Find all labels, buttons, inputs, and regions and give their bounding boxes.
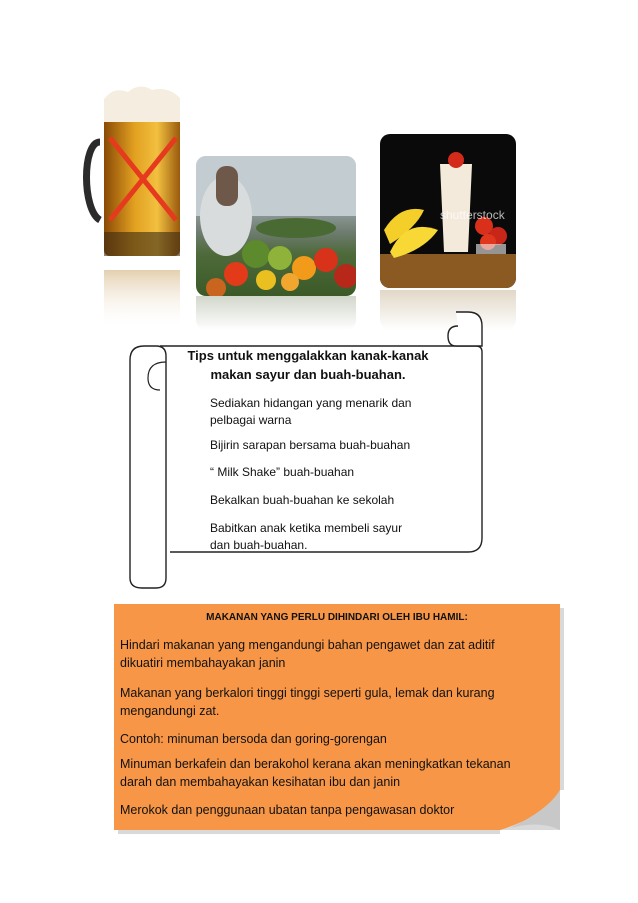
- tip-item: [210, 437, 440, 454]
- avoid-text: Contoh: minuman bersoda dan goring-gorengan: [120, 732, 387, 746]
- tip-item: [210, 492, 440, 509]
- tip-text: Bijirin sarapan bersama buah-buahan: [210, 438, 411, 452]
- avoid-item: [120, 636, 550, 672]
- avoid-text: Merokok dan penggunaan ubatan tanpa pengawasan doktor: [120, 803, 455, 817]
- tips-title: [178, 346, 438, 384]
- beer-mug-crossed-icon: [82, 80, 194, 340]
- avoid-item: [120, 684, 550, 720]
- tip-item: [210, 520, 440, 554]
- tip-item: [210, 395, 440, 429]
- tips-title-line2: makan sayur dan buah-buahan.: [210, 367, 406, 382]
- avoid-text: Minuman berkafein dan berakohol kerana akan meningkatkan tekanan: [120, 757, 511, 771]
- avoid-text: Makanan yang berkalori tinggi tinggi seperti gula, lemak dan kurang: [120, 686, 495, 700]
- vegetables-photo: [196, 156, 356, 296]
- avoid-text: mengandungi zat.: [120, 704, 220, 718]
- tip-text: “ Milk Shake” buah-buahan: [210, 465, 355, 479]
- milkshake-fruit-photo: [380, 134, 516, 288]
- tip-text: pelbagai warna: [210, 413, 292, 427]
- avoid-item: [120, 801, 550, 819]
- tip-text: Sediakan hidangan yang menarik dan: [210, 396, 412, 410]
- shutterstock-watermark: shutterstock: [440, 208, 505, 222]
- avoid-item: [120, 755, 550, 791]
- avoid-text: darah dan membahayakan kesihatan ibu dan janin: [120, 775, 401, 789]
- tip-text: dan buah-buahan.: [210, 538, 308, 552]
- tip-item: [210, 464, 440, 481]
- tip-text: Bekalkan buah-buahan ke sekolah: [210, 493, 395, 507]
- tips-title-line1: Tips untuk menggalakkan kanak-kanak: [187, 348, 429, 363]
- avoid-text: Hindari makanan yang mengandungi bahan pengawet dan zat aditif: [120, 638, 495, 652]
- avoid-item: [120, 730, 550, 748]
- avoid-text: dikuatiri membahayakan janin: [120, 656, 286, 670]
- tip-text: Babitkan anak ketika membeli sayur: [210, 521, 403, 535]
- avoid-title: MAKANAN YANG PERLU DIHINDARI OLEH IBU HAMIL:: [206, 612, 468, 623]
